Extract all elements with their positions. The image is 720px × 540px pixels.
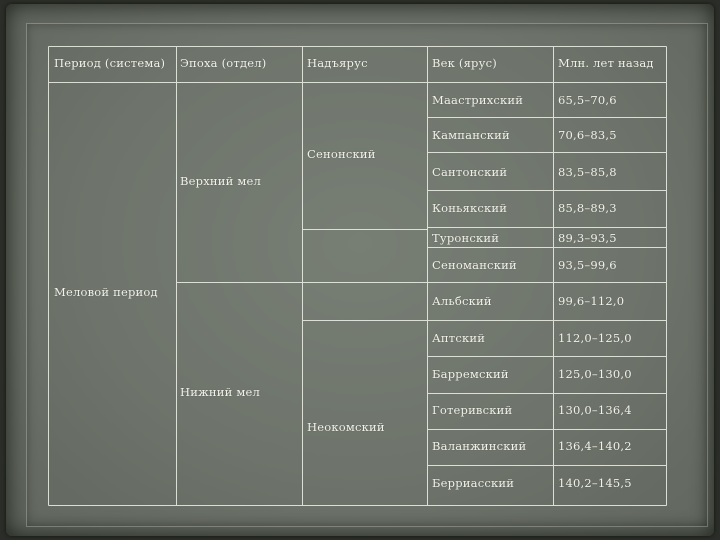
header-superstage: Надъярус — [307, 56, 368, 70]
table-row-stage: Готеривский — [432, 403, 513, 417]
table-row-age: 125,0–130,0 — [558, 367, 632, 381]
table-row-age: 93,5–99,6 — [558, 258, 617, 272]
table-row-age: 136,4–140,2 — [558, 439, 632, 453]
epoch-lower: Нижний мел — [180, 385, 260, 399]
table-row-age: 112,0–125,0 — [558, 331, 632, 345]
table-row-stage: Кампанский — [432, 128, 510, 142]
epoch-upper: Верхний мел — [180, 174, 262, 188]
table-row-stage: Туронский — [432, 231, 500, 245]
table-row-age: 70,6–83,5 — [558, 128, 617, 142]
superstage-senonian: Сенонский — [307, 147, 376, 161]
table-row-stage: Барремский — [432, 367, 509, 381]
header-epoch: Эпоха (отдел) — [180, 56, 267, 70]
header-period: Период (система) — [54, 56, 166, 70]
table-row-age: 83,5–85,8 — [558, 165, 617, 179]
superstage-neocomian: Неокомский — [307, 420, 385, 434]
header-stage: Век (ярус) — [432, 56, 497, 70]
table-row-age: 89,3–93,5 — [558, 231, 617, 245]
table-row-stage: Сеноманский — [432, 258, 517, 272]
table-row-age: 85,8–89,3 — [558, 201, 617, 215]
table-row-stage: Аптский — [432, 331, 486, 345]
table-row-stage: Альбский — [432, 294, 492, 308]
period-cell: Меловой период — [54, 285, 158, 299]
table-row-age: 65,5–70,6 — [558, 93, 617, 107]
table-row-age: 130,0–136,4 — [558, 403, 632, 417]
table-row-stage: Валанжинский — [432, 439, 527, 453]
table-row-stage: Берриасский — [432, 476, 515, 490]
table-row-age: 140,2–145,5 — [558, 476, 632, 490]
table-row-age: 99,6–112,0 — [558, 294, 625, 308]
table-row-stage: Маастрихский — [432, 93, 524, 107]
header-age: Млн. лет назад — [558, 56, 654, 70]
table-row-stage: Коньякский — [432, 201, 508, 215]
table-row-stage: Сантонский — [432, 165, 508, 179]
